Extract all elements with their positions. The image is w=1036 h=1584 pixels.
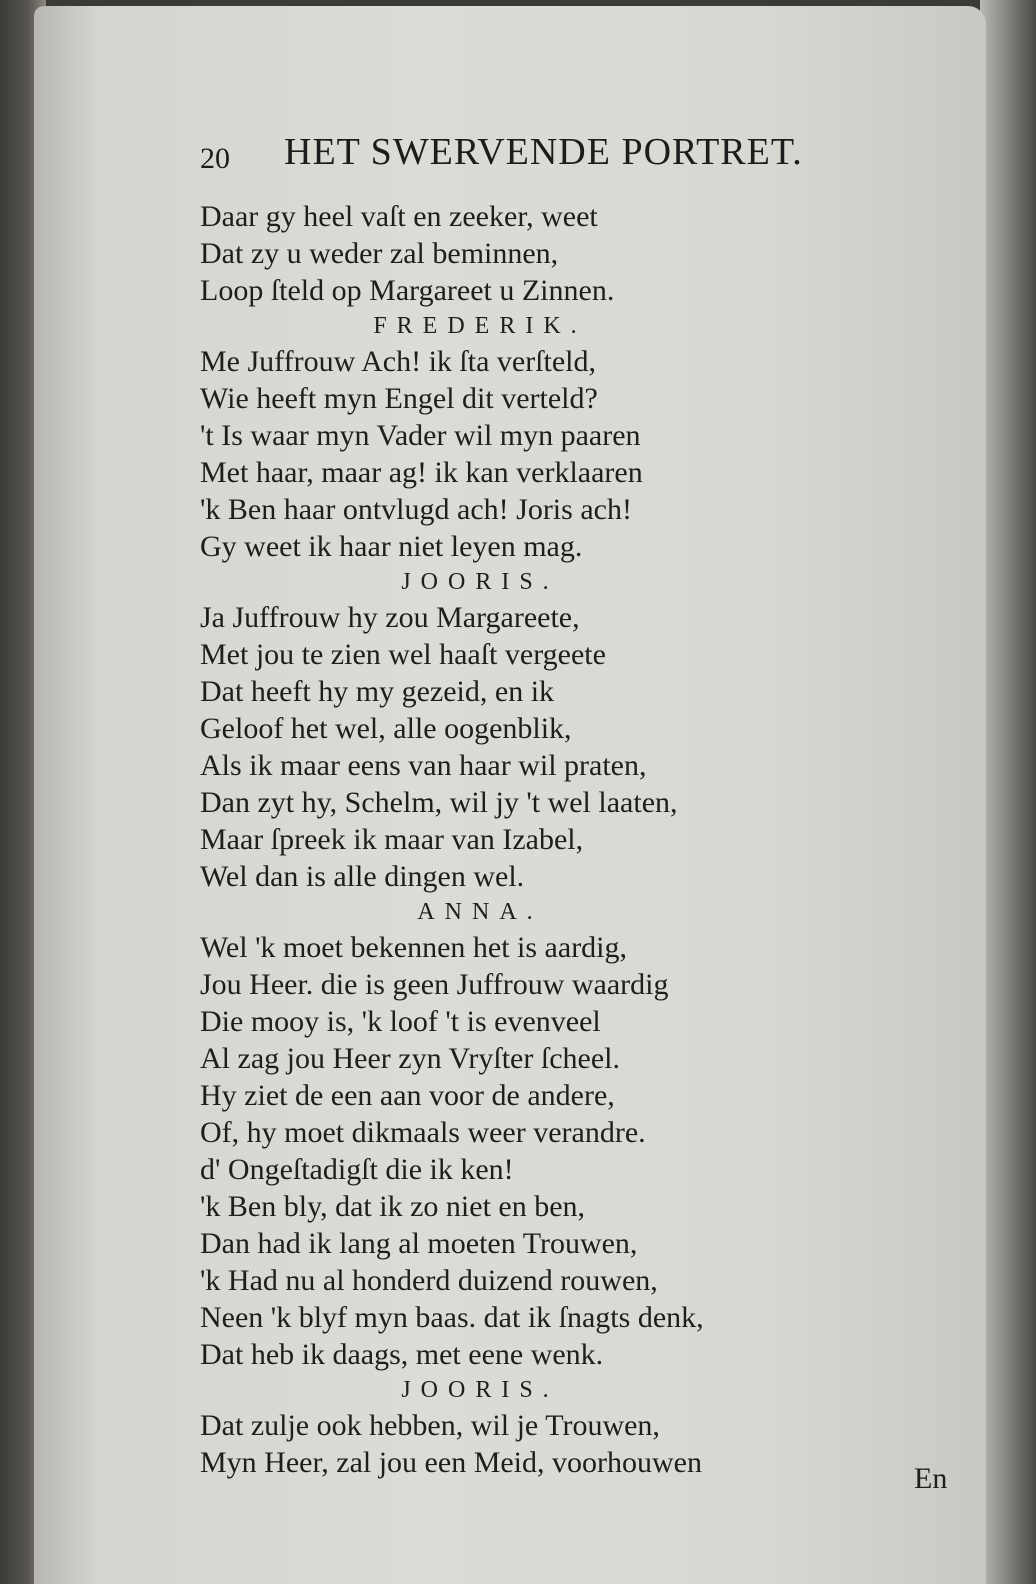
verse-line: Wie heeft myn Engel dit verteld? bbox=[200, 382, 598, 415]
verse-line: Myn Heer, zal jou een Meid, voorhouwen bbox=[200, 1446, 702, 1479]
verse-line: 'k Ben haar ontvlugd ach! Joris ach! bbox=[200, 493, 632, 526]
book-right-edge bbox=[980, 0, 1036, 1584]
verse-line: Loop ſteld op Margareet u Zinnen. bbox=[200, 274, 615, 307]
verse-line: Dan zyt hy, Schelm, wil jy 't wel laaten, bbox=[200, 786, 678, 819]
speaker-heading: FREDERIK. bbox=[373, 313, 587, 339]
page-number: 20 bbox=[200, 142, 230, 175]
speaker-heading: JOORIS. bbox=[401, 1377, 559, 1403]
verse-line: Al zag jou Heer zyn Vryſter ſcheel. bbox=[200, 1042, 620, 1075]
verse-line: Hy ziet de een aan voor de andere, bbox=[200, 1079, 615, 1112]
catchword: En bbox=[914, 1462, 948, 1495]
speaker-heading: ANNA. bbox=[417, 899, 543, 925]
verse-line: Dat zy u weder zal beminnen, bbox=[200, 237, 559, 270]
verse-line: Wel 'k moet bekennen het is aardig, bbox=[200, 931, 628, 964]
verse-line: Gy weet ik haar niet leyen mag. bbox=[200, 530, 583, 563]
speaker-heading: JOORIS. bbox=[401, 569, 559, 595]
page-header bbox=[200, 128, 880, 184]
verse-line: 't Is waar myn Vader wil myn paaren bbox=[200, 419, 641, 452]
verse-line: Dat heeft hy my gezeid, en ik bbox=[200, 675, 555, 708]
verse-line: 'k Had nu al honderd duizend rouwen, bbox=[200, 1264, 658, 1297]
verse-line: Die mooy is, 'k loof 't is evenveel bbox=[200, 1005, 601, 1038]
verse-line: Of, hy moet dikmaals weer verandre. bbox=[200, 1116, 646, 1149]
verse-line: Wel dan is alle dingen wel. bbox=[200, 860, 525, 893]
verse-line: Als ik maar eens van haar wil praten, bbox=[200, 749, 647, 782]
verse-line: Dan had ik lang al moeten Trouwen, bbox=[200, 1227, 638, 1260]
verse-line: 'k Ben bly, dat ik zo niet en ben, bbox=[200, 1190, 586, 1223]
verse-line: Jou Heer. die is geen Juffrouw waardig bbox=[200, 968, 669, 1001]
verse-line: Dat zulje ook hebben, wil je Trouwen, bbox=[200, 1409, 660, 1442]
verse-text bbox=[200, 198, 920, 1481]
verse-line: Daar gy heel vaſt en zeeker, weet bbox=[200, 200, 598, 233]
verse-line: Me Juffrouw Ach! ik ſta verſteld, bbox=[200, 345, 597, 378]
verse-line: Ja Juffrouw hy zou Margareete, bbox=[200, 601, 580, 634]
running-title: HET SWERVENDE PORTRET. bbox=[284, 131, 803, 173]
verse-line: Met haar, maar ag! ik kan verklaaren bbox=[200, 456, 643, 489]
verse-line: d' Ongeſtadigſt die ik ken! bbox=[200, 1153, 514, 1186]
verse-line: Met jou te zien wel haaſt vergeete bbox=[200, 638, 606, 671]
verse-line: Maar ſpreek ik maar van Izabel, bbox=[200, 823, 584, 856]
verse-line: Dat heb ik daags, met eene wenk. bbox=[200, 1338, 604, 1371]
verse-line: Neen 'k blyf myn baas. dat ik ſnagts denk, bbox=[200, 1301, 704, 1334]
verse-line: Geloof het wel, alle oogenblik, bbox=[200, 712, 572, 745]
